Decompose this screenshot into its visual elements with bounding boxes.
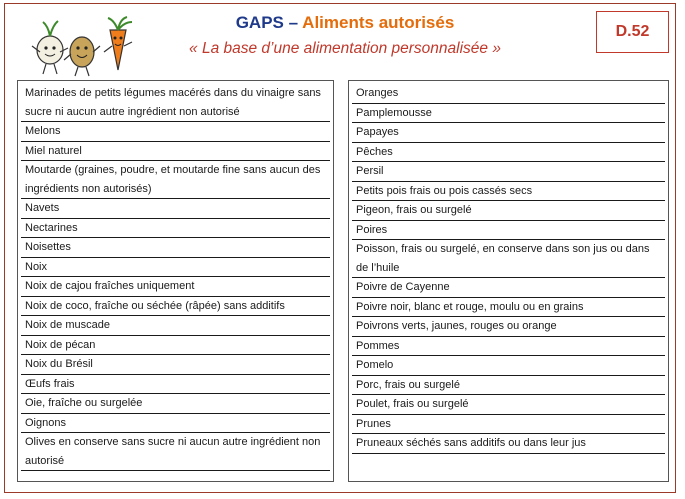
right-food-list <box>349 81 668 454</box>
food-list-item: Petits pois frais ou pois cassés secs <box>352 182 665 202</box>
food-list-item: Noix du Brésil <box>21 355 330 375</box>
food-list-item: Poivre noir, blanc et rouge, moulu ou en grains <box>352 298 665 318</box>
title-dash: – <box>283 13 303 32</box>
document-code-badge: D.52 <box>596 11 669 53</box>
food-list-item: Pêches <box>352 143 665 163</box>
food-list-item: Marinades de petits légumes macérés dans du vinaigre sans sucre ni aucun autre ingrédient non autorisé <box>21 84 330 122</box>
food-list-item: Papayes <box>352 123 665 143</box>
food-list-item: Navets <box>21 199 330 219</box>
right-food-column <box>348 80 669 482</box>
food-list-item: Miel naturel <box>21 142 330 162</box>
left-food-column <box>17 80 334 482</box>
page-subtitle: « La base d’une alimentation personnalisée » <box>189 40 501 57</box>
food-list-item: Prunes <box>352 415 665 435</box>
food-list-item: Poires <box>352 221 665 241</box>
food-list-item: Olives en conserve sans sucre ni aucun autre ingrédient non autorisé <box>21 433 330 471</box>
food-list-item: Poivre de Cayenne <box>352 278 665 298</box>
food-list-item: Pamplemousse <box>352 104 665 124</box>
food-list-item: Oie, fraîche ou surgelée <box>21 394 330 414</box>
food-list-item: Noix de pécan <box>21 336 330 356</box>
food-list-item: Pommes <box>352 337 665 357</box>
food-list-item: Oranges <box>352 84 665 104</box>
title-prefix: GAPS <box>235 13 284 32</box>
food-list-item: Oignons <box>21 414 330 434</box>
left-food-list <box>18 81 333 471</box>
food-list-item: Noix <box>21 258 330 278</box>
food-list-item: Pomelo <box>352 356 665 376</box>
food-list-item: Melons <box>21 122 330 142</box>
vegetable-mascots-icon <box>28 16 136 78</box>
food-list-item: Noisettes <box>21 238 330 258</box>
food-list-item: Œufs frais <box>21 375 330 395</box>
food-list-item: Porc, frais ou surgelé <box>352 376 665 396</box>
title-accent: Aliments autorisés <box>302 13 455 32</box>
food-list-item: Moutarde (graines, poudre, et moutarde fine sans aucun des ingrédients non autorisés) <box>21 161 330 199</box>
food-list-item: Poisson, frais ou surgelé, en conserve dans son jus ou dans de l’huile <box>352 240 665 278</box>
food-list-item: Noix de coco, fraîche ou séchée (râpée) sans additifs <box>21 297 330 317</box>
food-list-item: Pruneaux séchés sans additifs ou dans leur jus <box>352 434 665 454</box>
food-list-item: Poulet, frais ou surgelé <box>352 395 665 415</box>
page-title <box>150 13 540 33</box>
food-list-item: Pigeon, frais ou surgelé <box>352 201 665 221</box>
food-list-item: Persil <box>352 162 665 182</box>
food-list-item: Nectarines <box>21 219 330 239</box>
food-list-item: Poivrons verts, jaunes, rouges ou orange <box>352 317 665 337</box>
food-list-item: Noix de muscade <box>21 316 330 336</box>
food-list-item: Noix de cajou fraîches uniquement <box>21 277 330 297</box>
